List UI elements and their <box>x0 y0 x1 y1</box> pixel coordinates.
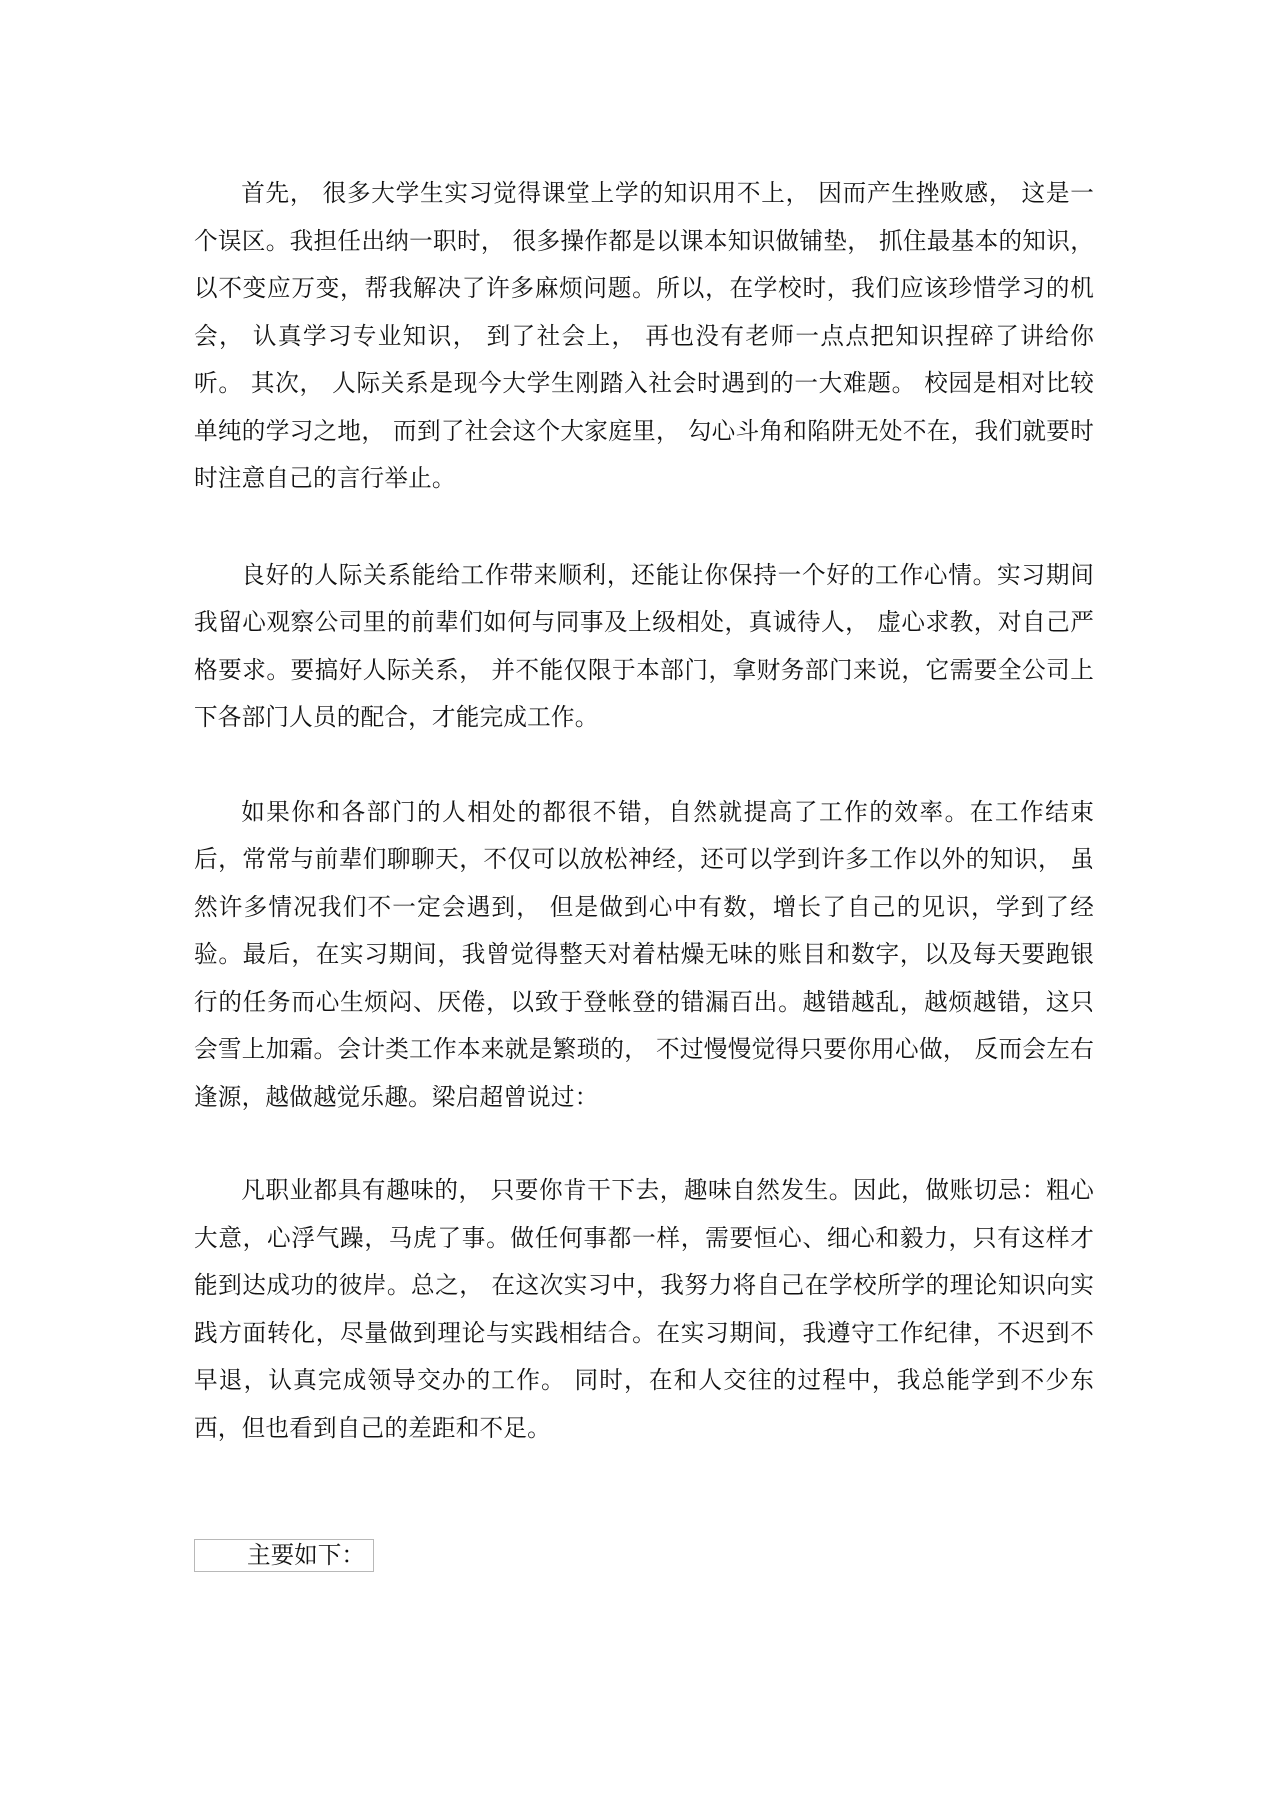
paragraph-4: 凡职业都具有趣味的， 只要你肯干下去，趣味自然发生。因此，做账切忌：粗心大意，心浮气躁，马虎了事。做任何事都一样，需要恒心、细心和毅力，只有这样才能到达成功的彼岸。总之， 在这次实习中，我努力将自己在学校所学的理论知识向实践方面转化，尽量做到理论与实践相结合。在实习期间，我遵守工作纪律，不迟到不早退，认真完成领导交办的工作。 同时，在和人交往的过程中，我总能学到不少东西，但也看到自己的差距和不足。 <box>194 1176 1094 1442</box>
document-body <box>194 170 1094 1452</box>
summary-heading: 主要如下： <box>247 1541 365 1569</box>
paragraph-2: 良好的人际关系能给工作带来顺利，还能让你保持一个好的工作心情。实习期间我留心观察公司里的前辈们如何与同事及上级相处，真诚待人， 虚心求教，对自己严格要求。要搞好人际关系， 并不能仅限于本部门，拿财务部门来说，它需要全公司上下各部门人员的配合，才能完成工作。 <box>194 560 1094 731</box>
paragraph-3: 如果你和各部门的人相处的都很不错，自然就提高了工作的效率。在工作结束后，常常与前辈们聊聊天，不仅可以放松神经，还可以学到许多工作以外的知识， 虽然许多情况我们不一定会遇到， 但是做到心中有数，增长了自己的见识，学到了经验。最后，在实习期间，我曾觉得整天对着枯燥无味的账目和数字，以及每天要跑银行的任务而心生烦闷、厌倦，以致于登帐登的错漏百出。越错越乱，越烦越错，这只会雪上加霜。会计类工作本来就是繁琐的， 不过慢慢觉得只要你用心做， 反而会左右逢源，越做越觉乐趣。梁启超曾说过： <box>194 797 1094 1111</box>
summary-heading-box <box>194 1539 374 1572</box>
paragraph-1: 首先， 很多大学生实习觉得课堂上学的知识用不上， 因而产生挫败感， 这是一个误区。我担任出纳一职时， 很多操作都是以课本知识做铺垫， 抓住最基本的知识，以不变应万变，帮我解决了许多麻烦问题。所以，在学校时，我们应该珍惜学习的机会， 认真学习专业知识， 到了社会上， 再也没有老师一点点把知识捏碎了讲给你听。 其次， 人际关系是现今大学生刚踏入社会时遇到的一大难题。 校园是相对比较单纯的学习之地， 而到了社会这个大家庭里， 勾心斗角和陷阱无处不在，我们就要时时注意自己的言行举止。 <box>194 179 1094 492</box>
